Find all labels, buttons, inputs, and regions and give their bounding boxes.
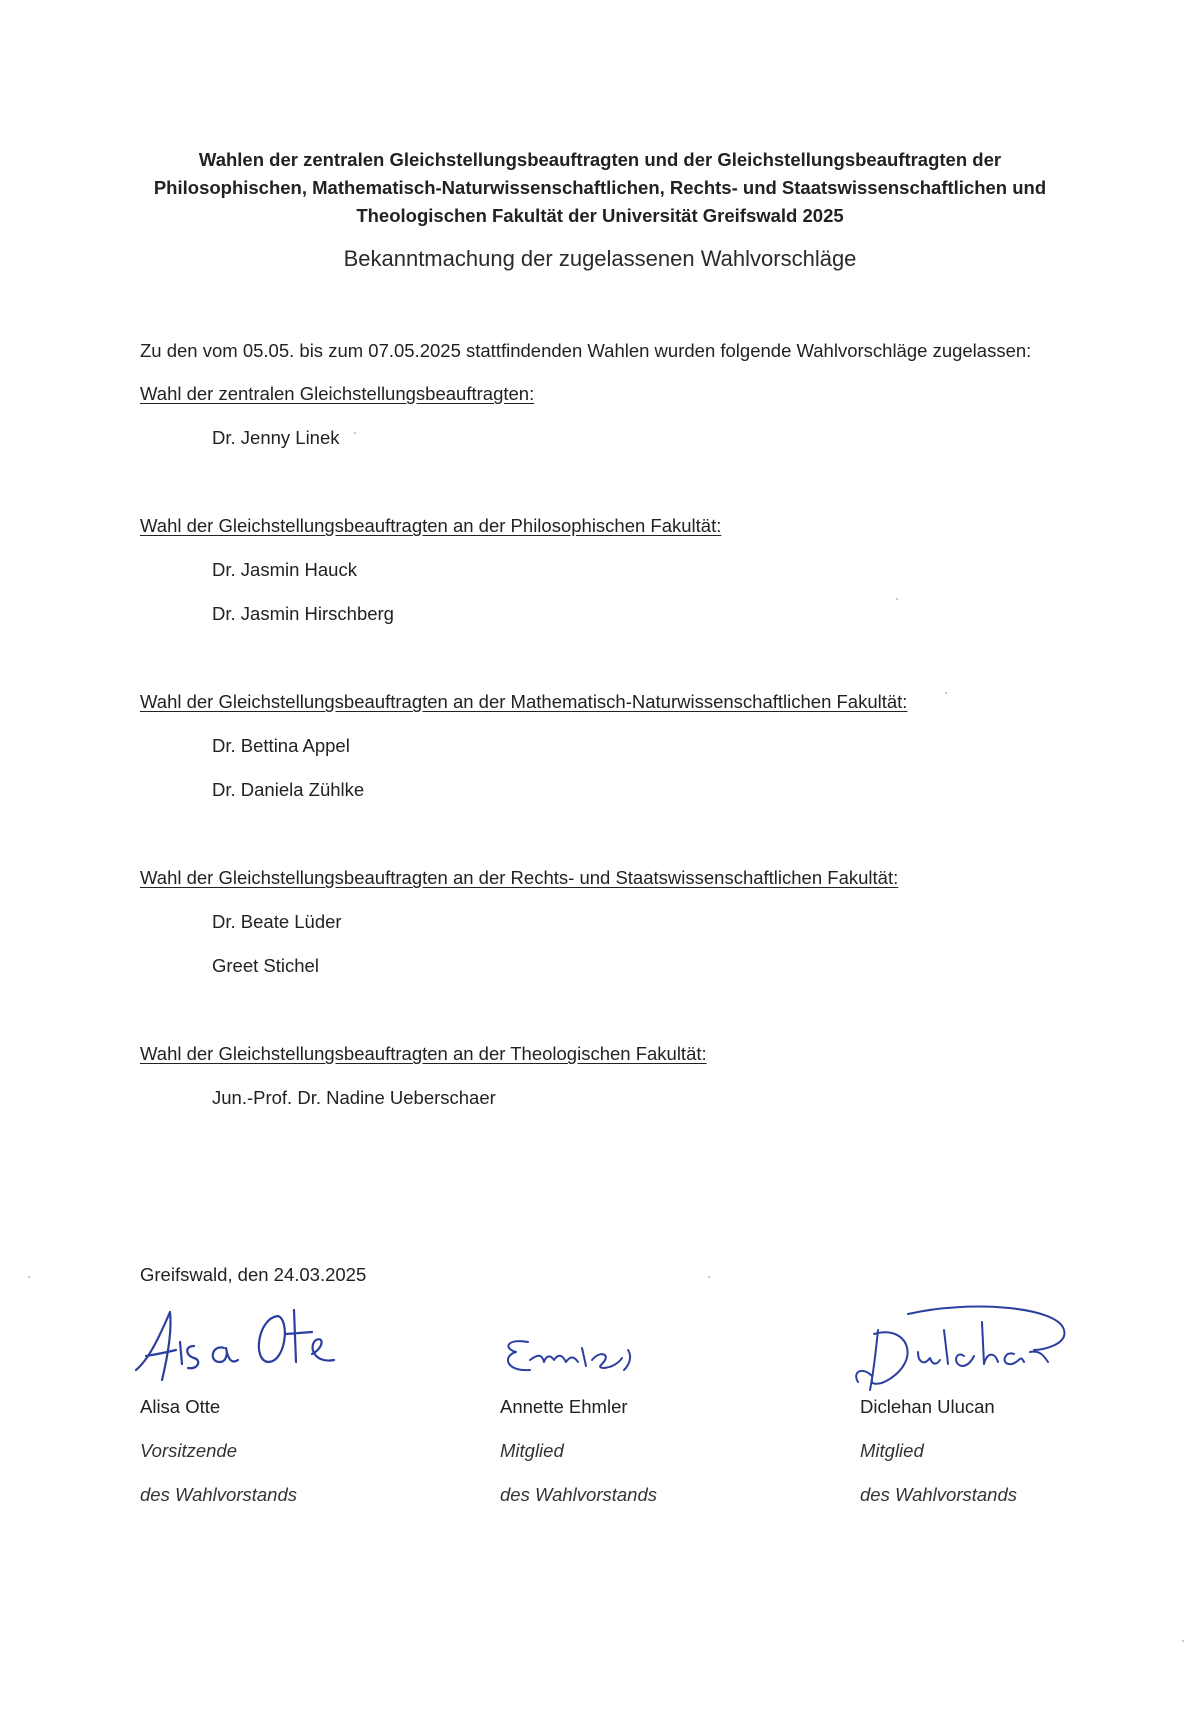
candidate-name: Dr. Jasmin Hauck [212, 559, 357, 580]
intro-text: Zu den vom 05.05. bis zum 07.05.2025 stattfindenden Wahlen wurden folgende Wahlvorschläge zugelassen: [140, 340, 1032, 361]
heading-line-1: Wahlen der zentralen Gleichstellungsbeauftragten und der Gleichstellungsbeauftragten der [198, 149, 1002, 170]
candidate-name: Dr. Jenny Linek [212, 427, 340, 448]
scan-speck [1182, 1640, 1184, 1642]
candidate-name: Dr. Beate Lüder [212, 911, 342, 932]
section-title: Wahl der Gleichstellungsbeauftragten an der Theologischen Fakultät: [140, 1043, 707, 1064]
scan-speck [896, 598, 898, 600]
section-title: Wahl der Gleichstellungsbeauftragten an der Rechts- und Staatswissenschaftlichen Fakultät: [140, 867, 899, 888]
signatory-role: Mitglied [500, 1440, 564, 1461]
candidate-name: Dr. Jasmin Hirschberg [212, 603, 394, 624]
section-title: Wahl der Gleichstellungsbeauftragten an der Mathematisch-Naturwissenschaftlichen Fakultät: [140, 691, 908, 712]
signatory-name: Alisa Otte [140, 1396, 221, 1417]
election-section-philosophy [140, 512, 721, 628]
section-title: Wahl der Gleichstellungsbeauftragten an der Philosophischen Fakultät: [140, 515, 722, 536]
scan-speck [28, 1276, 30, 1278]
election-section-law [140, 864, 898, 980]
candidate-name: Dr. Bettina Appel [212, 735, 350, 756]
signatory-body: des Wahlvorstands [500, 1484, 657, 1505]
signatory-role: Mitglied [860, 1440, 924, 1461]
candidate-list [140, 908, 898, 980]
election-section-theology [140, 1040, 707, 1112]
election-section-natural-sciences [140, 688, 907, 804]
place-and-date: Greifswald, den 24.03.2025 [140, 1264, 367, 1285]
scan-speck [708, 1276, 710, 1278]
election-section-central [140, 380, 534, 452]
scan-speck [945, 692, 947, 694]
candidate-name: Greet Stichel [212, 955, 319, 976]
document-heading [100, 146, 1100, 230]
handwritten-signature [488, 1300, 748, 1400]
signatory-name: Diclehan Ulucan [860, 1396, 995, 1417]
candidate-name: Jun.-Prof. Dr. Nadine Ueberschaer [212, 1087, 496, 1108]
handwritten-signature [128, 1300, 388, 1400]
document-subheading: Bekanntmachung der zugelassenen Wahlvorschläge [343, 246, 857, 271]
candidate-list [140, 424, 534, 452]
scan-speck [354, 432, 356, 434]
heading-line-2: Philosophischen, Mathematisch-Naturwissenschaftlichen, Rechts- und Staatswissenschaftlichen und [153, 177, 1047, 198]
heading-line-3: Theologischen Fakultät der Universität Greifswald 2025 [356, 205, 844, 226]
candidate-list [140, 556, 721, 628]
signatory-name: Annette Ehmler [500, 1396, 628, 1417]
signatory-body: des Wahlvorstands [140, 1484, 297, 1505]
signatory-body: des Wahlvorstands [860, 1484, 1017, 1505]
candidate-list [140, 732, 907, 804]
signatory-role: Vorsitzende [140, 1440, 238, 1461]
candidate-name: Dr. Daniela Zühlke [212, 779, 365, 800]
section-title: Wahl der zentralen Gleichstellungsbeauftragten: [140, 383, 535, 404]
candidate-list [140, 1084, 707, 1112]
handwritten-signature [848, 1300, 1108, 1400]
